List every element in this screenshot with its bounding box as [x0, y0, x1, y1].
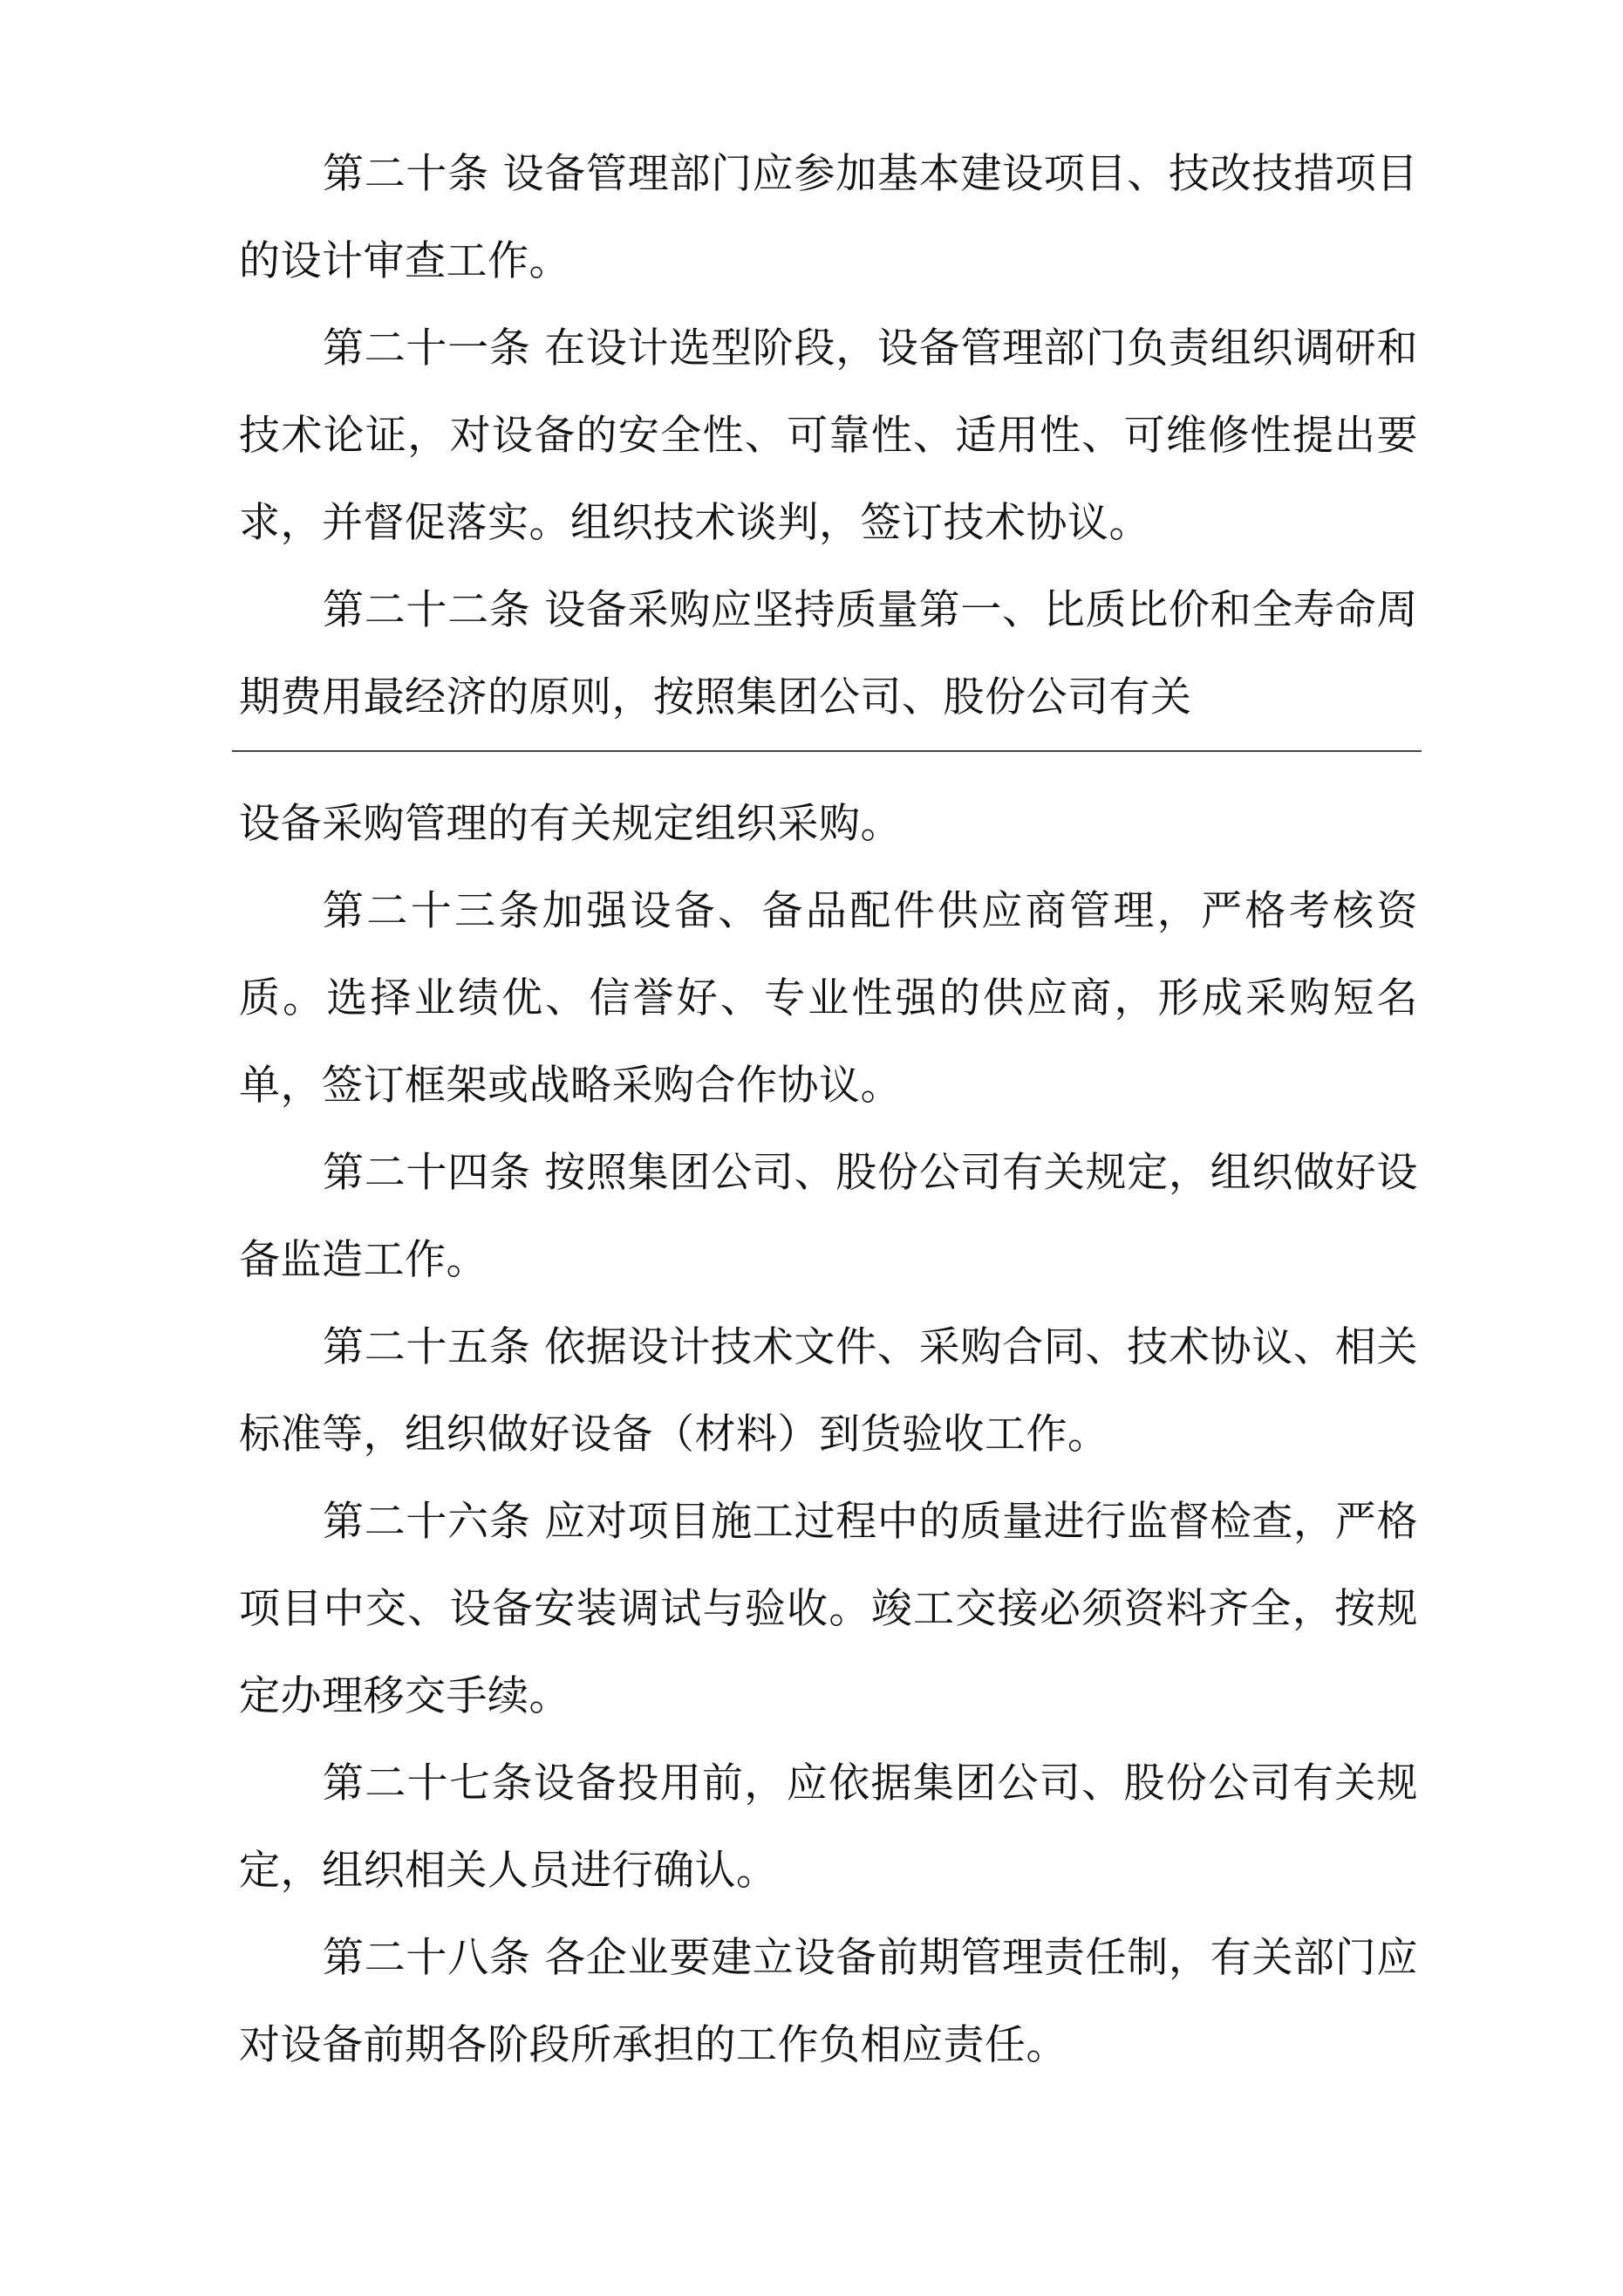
article-24-paragraph: 第二十四条 按照集团公司、股份公司有关规定，组织做好设备监造工作。 [239, 1149, 1418, 1284]
article-25-paragraph: 第二十五条 依据设计技术文件、采购合同、技术协议、相关标准等，组织做好设备（材料）到货验收工作。 [239, 1323, 1418, 1459]
article-28-paragraph: 第二十八条 各企业要建立设备前期管理责任制，有关部门应对设备前期各阶段所承担的工作负相应责任。 [239, 1934, 1418, 2069]
page-break-divider [232, 750, 1422, 752]
article-26-paragraph: 第二十六条 应对项目施工过程中的质量进行监督检查，严格项目中交、设备安装调试与验收。竣工交接必须资料齐全，按规定办理移交手续。 [239, 1498, 1418, 1720]
article-20-paragraph: 第二十条 设备管理部门应参加基本建设项目、技改技措项目的设计审查工作。 [239, 150, 1418, 285]
article-21-paragraph: 第二十一条 在设计选型阶段，设备管理部门负责组织调研和技术论证，对设备的安全性、可靠性、适用性、可维修性提出要求，并督促落实。组织技术谈判，签订技术协议。 [239, 325, 1418, 547]
article-23-paragraph: 第二十三条加强设备、备品配件供应商管理，严格考核资质。选择业绩优、信誉好、专业性强的供应商，形成采购短名单，签订框架或战略采购合作协议。 [239, 887, 1418, 1110]
article-22-paragraph: 第二十二条 设备采购应坚持质量第一、比质比价和全寿命周期费用最经济的原则，按照集团公司、股份公司有关 [239, 586, 1418, 721]
article-27-paragraph: 第二十七条设备投用前，应依据集团公司、股份公司有关规定，组织相关人员进行确认。 [239, 1760, 1418, 1895]
article-22-continuation: 设备采购管理的有关规定组织采购。 [239, 800, 902, 848]
